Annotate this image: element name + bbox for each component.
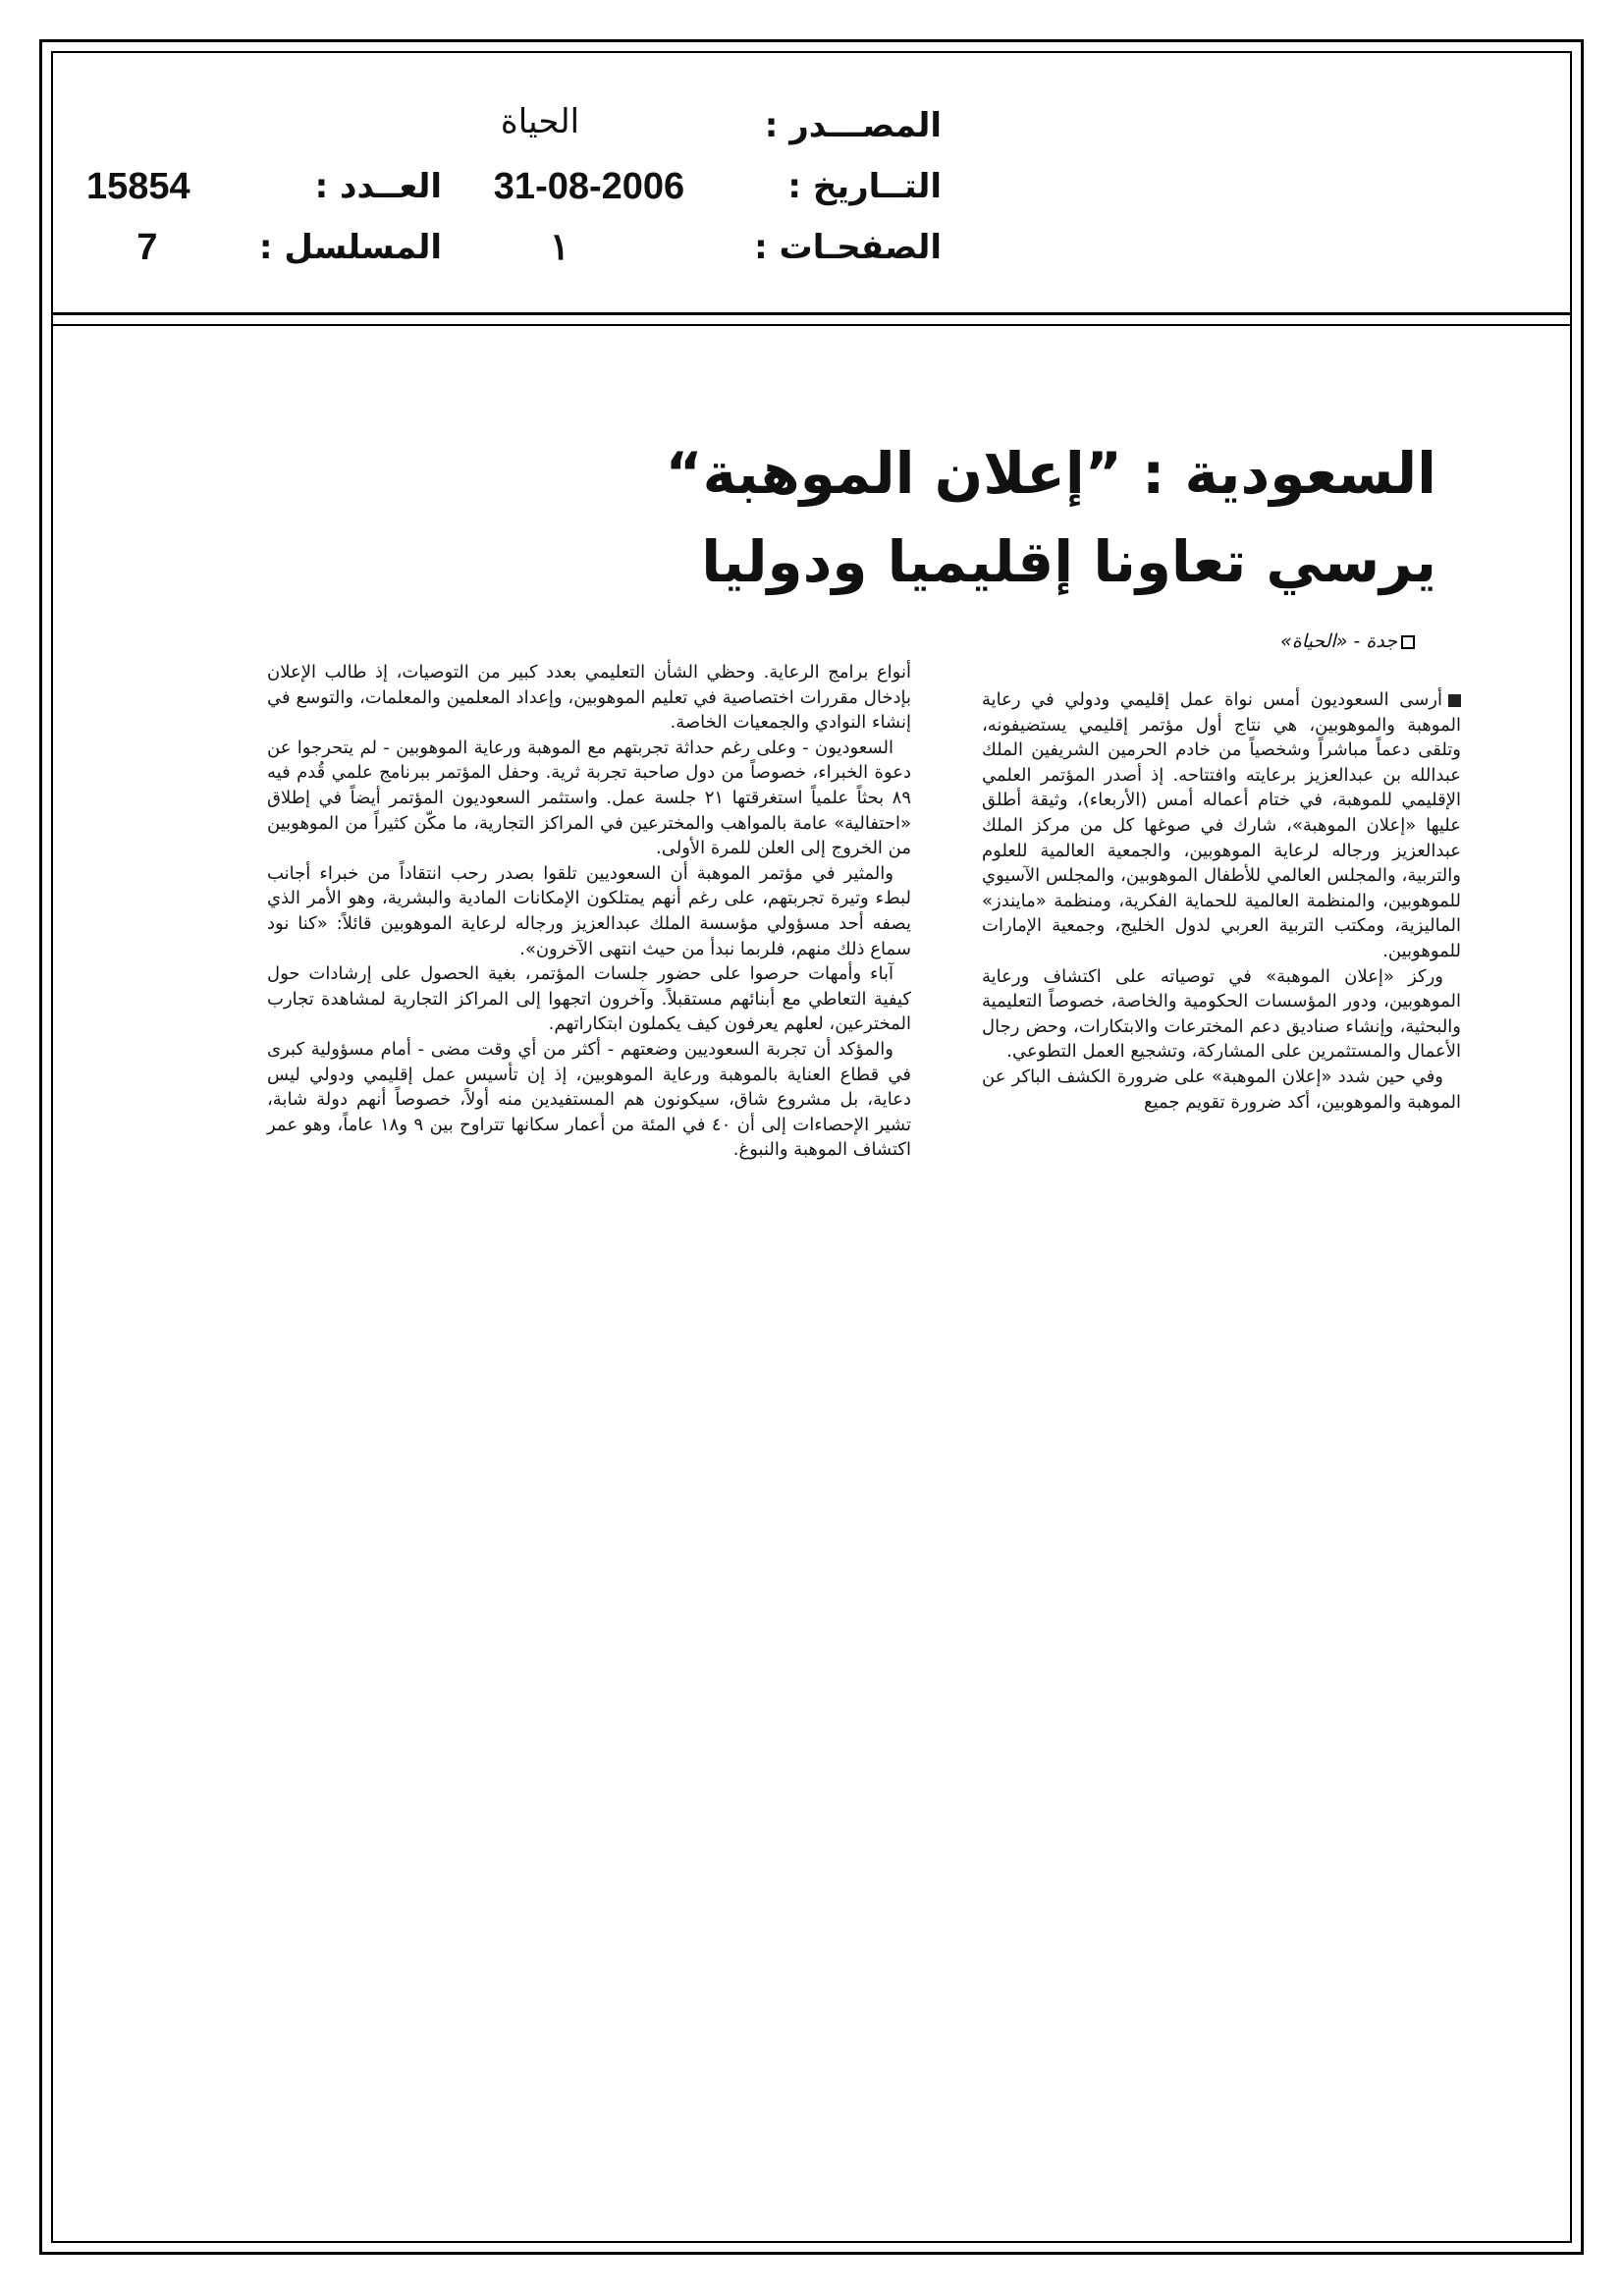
paragraph-text: أرسى السعوديون أمس نواة عمل إقليمي ودولي في رعاية الموهبة والموهوبين، هي نتاج أول مؤتمر إقليمي يستضيفونه، وتلقى دعماً مباشراً وشخصياً من خادم الحرمين الشريفين الملك عبدالله بن عبدالعزيز برعايته وافتتاحه. إذ أصدر المؤتمر العلمي الإقليمي للموهبة، في ختام أعماله أمس (الأربعاء)، وثيقة أطلق عليها «إعلان الموهبة»، شارك في صوغها كل من مركز الملك عبدالعزيز ورجاله لرعاية الموهوبين، والجمعية العالمية للعلوم والتربية، والمجلس العالمي للأطفال الموهوبين، والمجلس الآسيوي للموهوبين، والمنظمة العالمية للحماية الفكرية، ومنظمة «مايندز» الماليزية، ومكتب التربية العربي لدول الخليج، وجمعية الإمارات للموهوبين. [982,689,1461,961]
source-value: الحياة [500,102,580,141]
article-headline-line2: يرسي تعاونا إقليميا ودوليا [701,528,1436,595]
paragraph: وركز «إعلان الموهبة» في توصياته على اكتشاف ورعاية الموهوبين، ودور المؤسسات الحكومية والخاصة، خصوصاً التعليمية والبحثية، وإنشاء صناديق دعم المخترعات والابتكارات، وحض رجال الأعمال والمستثمرين على المشاركة، وتشجيع العمل التطوعي. [982,965,1461,1063]
article-column-right [982,687,1461,1115]
serial-label: المسلسل : [258,228,442,267]
date-value: 31-08-2006 [493,166,685,207]
paragraph: أنواع برامج الرعاية. وحظي الشأن التعليمي بعدد كبير من التوصيات، إذ طالب الإعلان بإدخال مقررات اختصاصية في تعليم الموهوبين، وإعداد المعلمين والمعلمات، والتوسع في إنشاء النوادي والجمعيات الخاصة. [267,662,911,734]
dateline-text: جدة - «الحياة» [1280,630,1397,652]
square-bullet-icon [1401,635,1415,649]
paragraph: السعوديون - وعلى رغم حداثة تجربتهم مع الموهبة ورعاية الموهوبين - لم يتحرجوا عن دعوة الخبراء، خصوصاً من دول صاحبة تجربة ثرية. وحفل المؤتمر ببرنامج علمي قُدم فيه ٨٩ بحثاً علمياً استغرقتها ٢١ جلسة عمل. واستثمر السعوديون المؤتمر أيضاً في إطلاق «احتفالية» عامة بالمواهب والمخترعين في المراكز التجارية، ما مكّن كثيراً من الموهوبين من الخروج إلى العلن للمرة الأولى. [267,737,911,859]
article-column-left [267,660,911,1163]
issue-label: العــدد : [314,167,442,206]
article-dateline [1022,629,1415,654]
article-headline-line1: السعودية : ”إعلان الموهبة“ [665,440,1436,507]
paragraph: وفي حين شدد «إعلان الموهبة» على ضرورة الكشف الباكر عن الموهبة والموهوبين، أكد ضرورة تقويم جميع [982,1066,1461,1113]
source-label: المصـــدر : [764,106,942,145]
header-divider [51,312,1572,315]
paragraph: والمؤكد أن تجربة السعوديين وضعتهم - أكثر من أي وقت مضى - أمام مسؤولية كبرى في قطاع العناية بالموهبة ورعاية الموهوبين، إذ إن تأسيس عمل إقليمي ودولي ليس دعاية، بل مشروع شاق، سيكونون هم المستفيدين منه أولاً، خصوصاً أنهم دولة شابة، تشير الإحصاءات إلى أن ٤٠ في المئة من أعمار سكانها تتراوح بين ٩ و١٨ عاماً، وهو عمر اكتشاف الموهبة والنبوغ. [267,1038,911,1161]
paragraph [982,687,1461,964]
header-divider-inner [51,324,1572,326]
lead-square-icon [1448,694,1461,707]
pages-label: الصفحـات : [754,228,942,267]
date-label: التــاريخ : [787,167,942,206]
paragraph: آباء وأمهات حرصوا على حضور جلسات المؤتمر، بغية الحصول على إرشادات حول كيفية التعاطي مع أبنائهم مستقبلاً. وآخرون اتجهوا إلى المراكز التجارية لمشاهدة تجارب المخترعين، لعلهم يعرفون كيف يكملون ابتكاراتهم. [267,963,911,1035]
issue-value: 15854 [86,166,190,207]
serial-value: 7 [136,227,158,268]
paragraph: والمثير في مؤتمر الموهبة أن السعوديين تلقوا بصدر رحب انتقاداً من خبراء أجانب لبطء وتيرة تجربتهم، على رغم أنهم يمتلكون الإمكانات المادية والبشرية، وهو الأمر الذي يصفه أحد مسؤولي مؤسسة الملك عبدالعزيز ورجاله لرعاية الموهوبين قائلاً: «كنا نود سماع ذلك منهم، فلربما نبدأ من حيث انتهى الآخرون». [267,862,911,959]
pages-value: ١ [549,227,570,268]
